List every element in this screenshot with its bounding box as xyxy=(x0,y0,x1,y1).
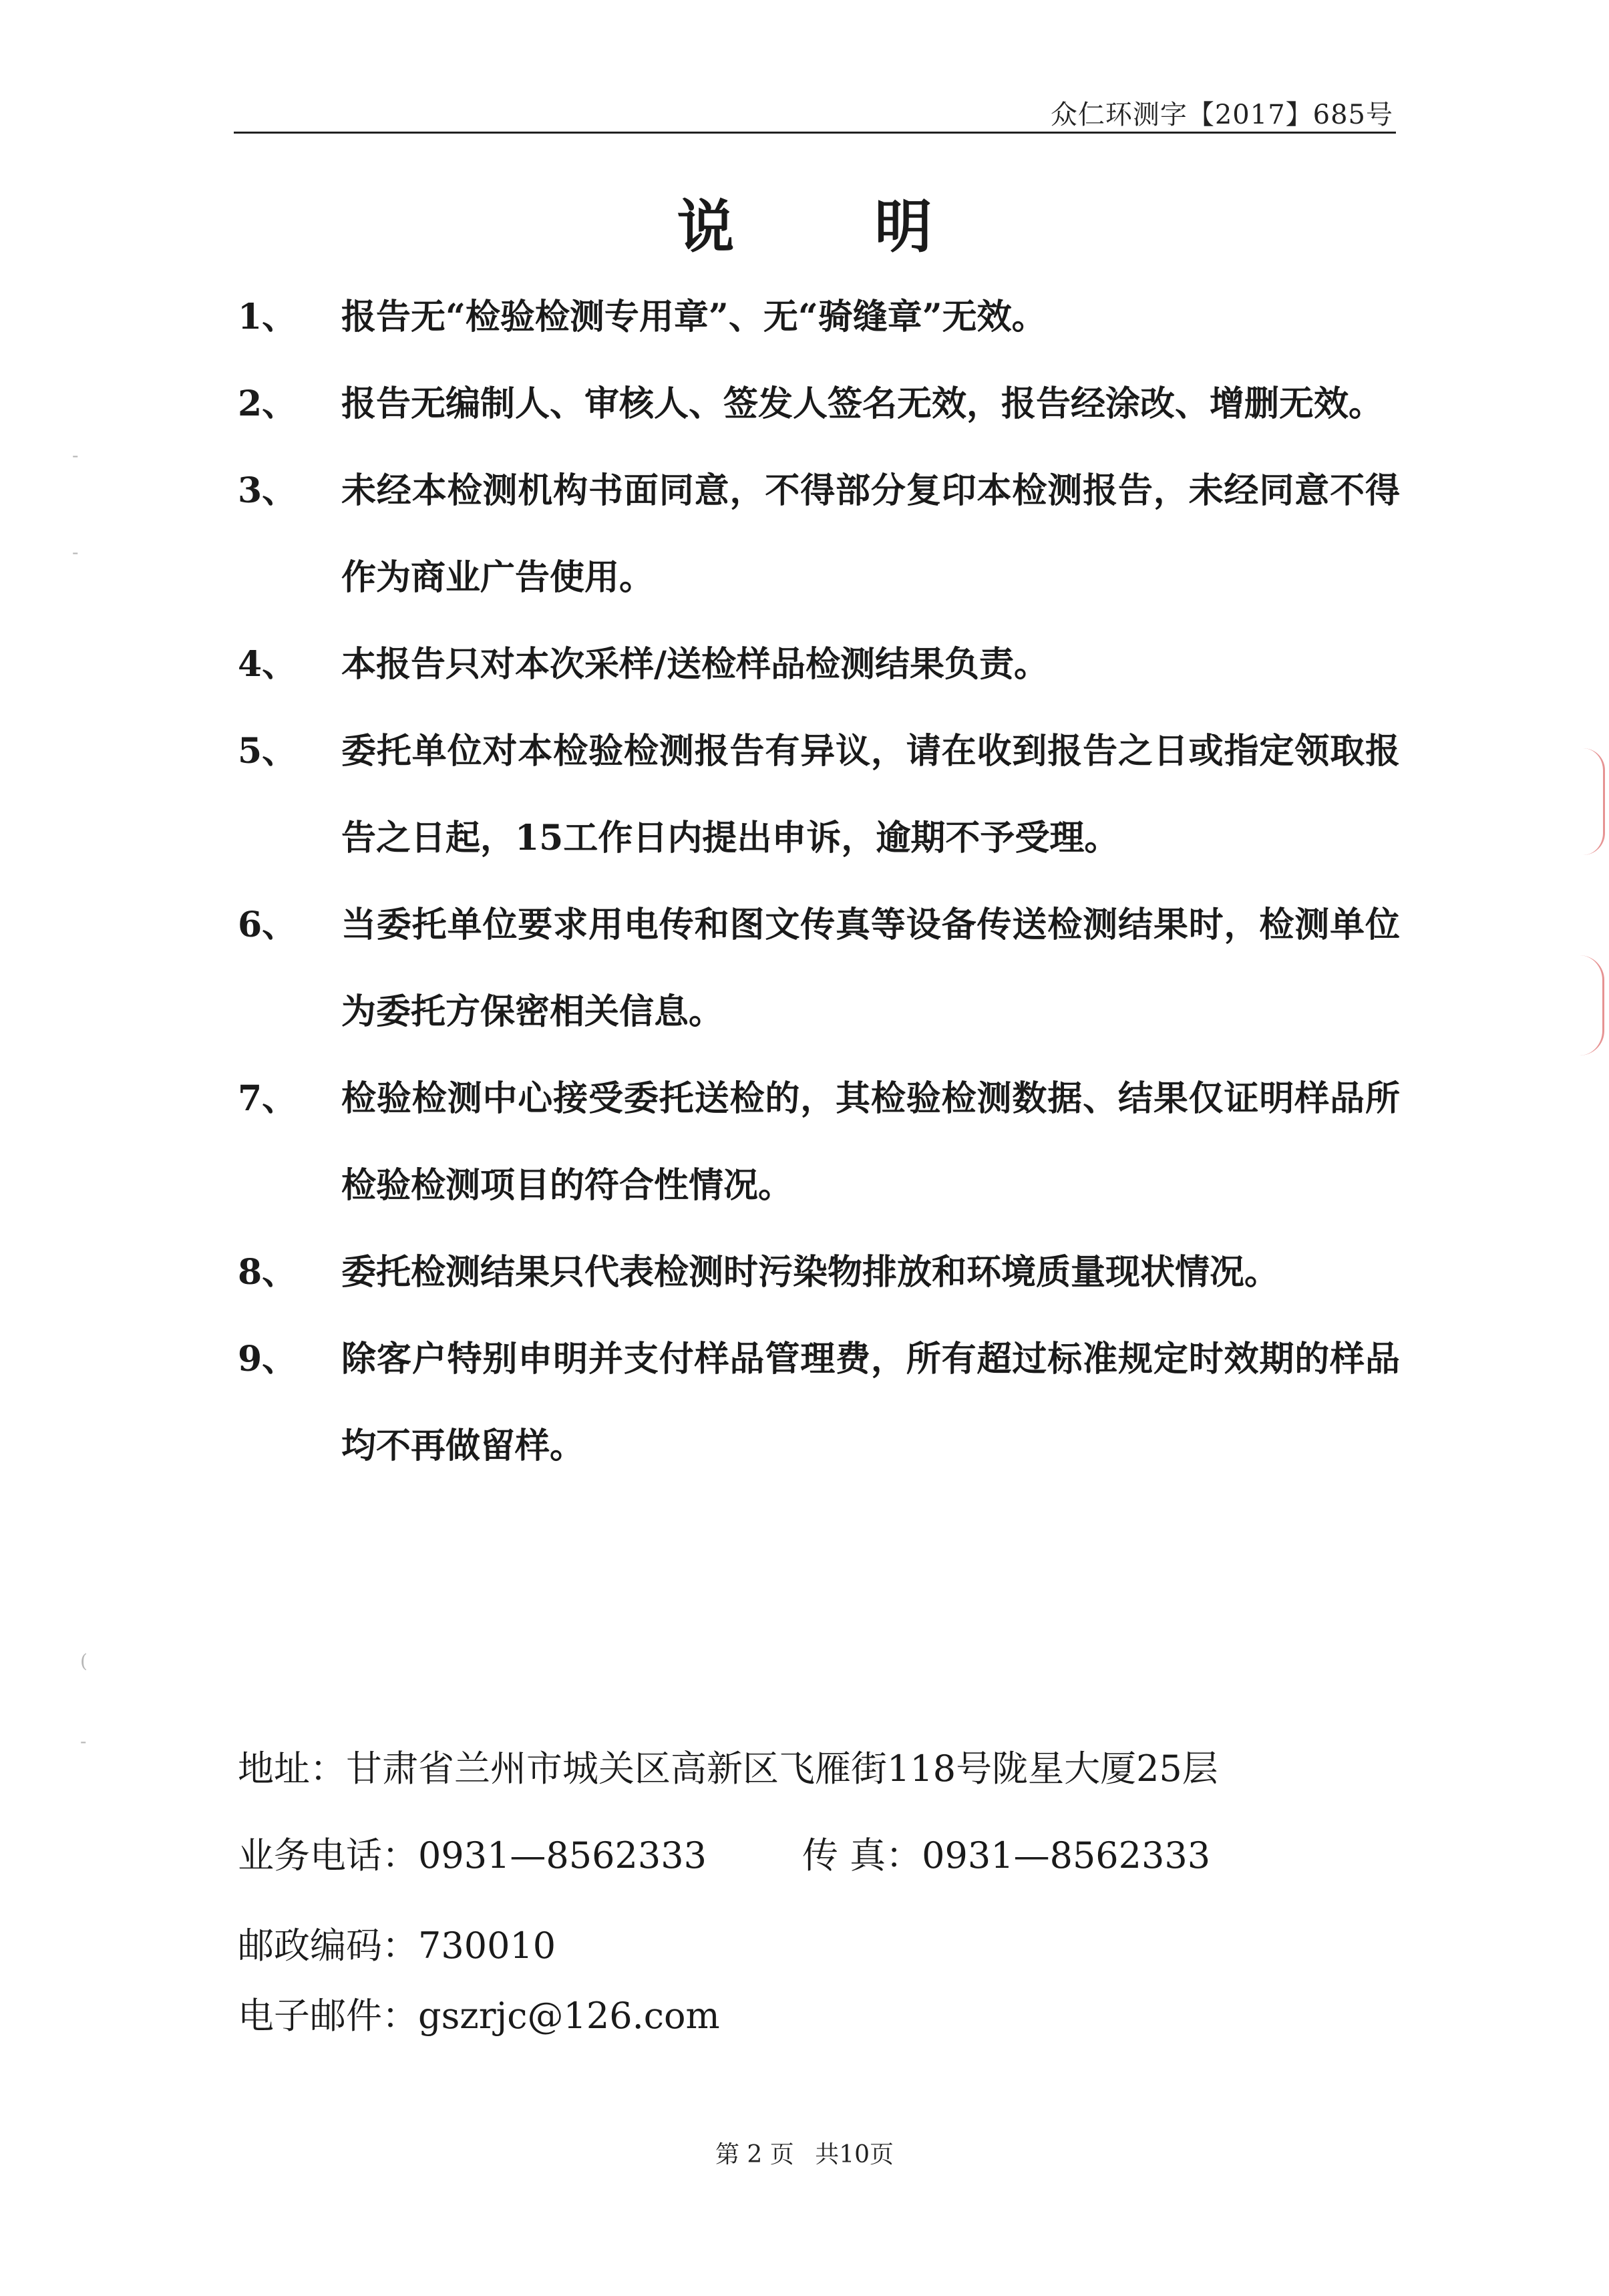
seam-stamp-mark-top xyxy=(1583,748,1605,855)
list-item xyxy=(238,1316,1400,1490)
note-number: 4、 xyxy=(238,644,297,685)
page-footer xyxy=(0,2136,1609,2170)
page-title: 说 明 xyxy=(677,193,993,261)
list-item xyxy=(238,1055,1400,1229)
note-text: 报告无“检验检测专用章”、无“骑缝章”无效。 xyxy=(341,297,1047,337)
scan-speck: ( xyxy=(80,1650,87,1672)
seam-stamp-mark-bottom xyxy=(1580,955,1604,1055)
note-number: 1、 xyxy=(238,297,297,337)
note-text: 报告无编制人、审核人、签发人签名无效，报告经涂改、增删无效。 xyxy=(341,383,1384,424)
notes-list xyxy=(238,274,1400,1490)
list-item xyxy=(238,361,1400,448)
contact-address: 地址：甘肃省兰州市城关区高新区飞雁街118号陇星大厦25层 xyxy=(238,1748,1218,1790)
note-text: 除客户特别申明并支付样品管理费，所有超过标准规定时效期的样品均不再做留样。 xyxy=(341,1339,1400,1466)
note-text: 未经本检测机构书面同意，不得部分复印本检测报告，未经同意不得作为商业广告使用。 xyxy=(341,470,1400,598)
scan-speck: - xyxy=(72,444,79,466)
page-number: 第 2 页 xyxy=(715,2141,794,2168)
contact-postcode: 邮政编码：730010 xyxy=(238,1925,556,1967)
note-text: 委托检测结果只代表检测时污染物排放和环境质量现状情况。 xyxy=(341,1252,1280,1293)
header-divider xyxy=(234,132,1396,134)
scan-speck: - xyxy=(72,541,79,563)
note-number: 3、 xyxy=(238,470,297,511)
note-text: 本报告只对本次采样/送检样品检测结果负责。 xyxy=(341,644,1049,685)
contact-email: 电子邮件：gszrjc@126.com xyxy=(238,1995,720,2037)
note-number: 6、 xyxy=(238,905,297,945)
note-text: 委托单位对本检验检测报告有异议，请在收到报告之日或指定领取报告之日起，15工作日内提出申诉，逾期不予受理。 xyxy=(341,731,1400,858)
note-number: 9、 xyxy=(238,1339,297,1379)
list-item xyxy=(238,1229,1400,1316)
note-number: 7、 xyxy=(238,1078,297,1119)
page-total: 共10页 xyxy=(815,2141,894,2168)
note-text: 当委托单位要求用电传和图文传真等设备传送检测结果时，检测单位为委托方保密相关信息。 xyxy=(341,905,1400,1032)
contact-phone-row xyxy=(238,1827,1211,1878)
note-number: 8、 xyxy=(238,1252,297,1293)
note-number: 5、 xyxy=(238,731,297,772)
scan-speck: - xyxy=(80,1730,87,1752)
list-item xyxy=(238,448,1400,621)
contact-fax: 传 真：0931—8562333 xyxy=(802,1834,1211,1876)
list-item xyxy=(238,708,1400,882)
list-item xyxy=(238,274,1400,361)
report-number: 众仁环测字【2017】685号 xyxy=(1050,100,1393,130)
contact-phone: 业务电话：0931—8562333 xyxy=(238,1834,707,1876)
note-text: 检验检测中心接受委托送检的，其检验检测数据、结果仅证明样品所检验检测项目的符合性情况。 xyxy=(341,1078,1400,1206)
list-item xyxy=(238,882,1400,1055)
note-number: 2、 xyxy=(238,383,297,424)
list-item xyxy=(238,621,1400,708)
